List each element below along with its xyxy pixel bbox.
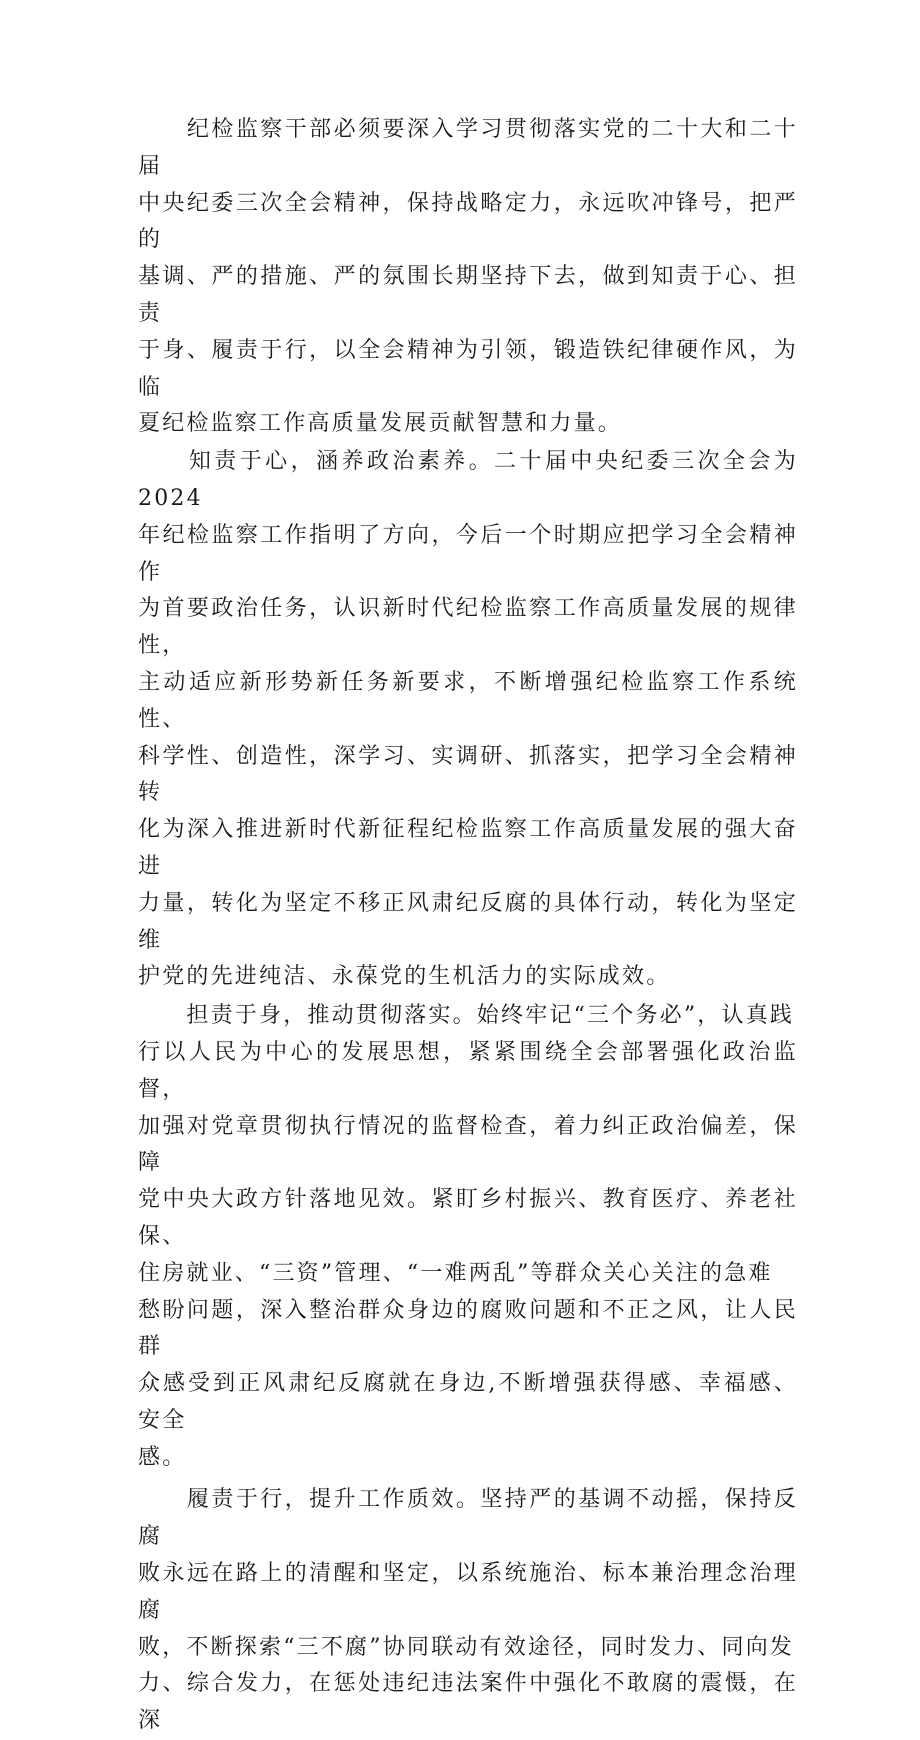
document-body (138, 112, 798, 1740)
text-line: 感。 (138, 1444, 187, 1470)
text-line: 护党的先进纯洁、永葆党的生机活力的实际成效。 (138, 964, 671, 990)
text-line: 败，不断探索“三不腐”协同联动有效途径，同时发力、同向发 (138, 1634, 795, 1660)
paragraph-dan-ze-yu-shen (138, 998, 798, 1476)
text-line: 力量，转化为坚定不移正风肃纪反腐的具体行动，转化为坚定维 (138, 890, 798, 953)
text-line: 愁盼问题，深入整治群众身边的腐败问题和不正之风，让人民群 (138, 1297, 798, 1360)
text-line: 中央纪委三次全会精神，保持战略定力，永远吹冲锋号，把严的 (138, 190, 798, 253)
text-line: 为首要政治任务，认识新时代纪检监察工作高质量发展的规律性， (138, 596, 798, 659)
text-line: 众感受到正风肃纪反腐就在身边,不断增强获得感、幸福感、安全 (138, 1371, 798, 1433)
text-line: 基调、严的措施、严的氛围长期坚持下去，做到知责于心、担责 (138, 264, 798, 326)
text-line: 夏纪检监察工作高质量发展贡献智慧和力量。 (138, 411, 623, 437)
text-line: 纪检监察干部必须要深入学习贯彻落实党的二十大和二十届 (138, 117, 798, 179)
paragraph-intro (138, 112, 798, 443)
text-line: 履责于行，提升工作质效。坚持严的基调不动摇，保持反腐 (138, 1487, 798, 1550)
text-line: 行以人民为中心的发展思想，紧紧围绕全会部署强化政治监督， (138, 1039, 798, 1102)
text-line: 党中央大政方针落地见效。紧盯乡村振兴、教育医疗、养老社保、 (138, 1187, 798, 1249)
text-line: 于身、履责于行，以全会精神为引领，锻造铁纪律硬作风，为临 (138, 337, 798, 400)
text-line: 知责于心，涵养政治素养。二十届中央纪委三次全会为2024 (138, 449, 798, 511)
text-line: 担责于身，推动贯彻落实。始终牢记“三个务必”，认真践 (138, 1003, 795, 1029)
text-line: 败永远在路上的清醒和坚定，以系统施治、标本兼治理念治理腐 (138, 1561, 798, 1623)
paragraph-lv-ze-yu-xing (138, 1482, 798, 1740)
paragraph-zhi-ze-yu-xin (138, 444, 798, 996)
text-line: 加强对党章贯彻执行情况的监督检查，着力纠正政治偏差，保障 (138, 1113, 798, 1176)
text-line: 科学性、创造性，深学习、实调研、抓落实，把学习全会精神转 (138, 743, 798, 806)
text-line: 化为深入推进新时代新征程纪检监察工作高质量发展的强大奋进 (138, 817, 798, 879)
text-line: 住房就业、“三资”管理、“一难两乱”等群众关心关注的急难 (138, 1260, 773, 1286)
text-line: 力、综合发力，在惩处违纪违法案件中强化不敢腐的震慑，在深 (138, 1671, 798, 1734)
text-line: 年纪检监察工作指明了方向，今后一个时期应把学习全会精神作 (138, 522, 798, 585)
text-line: 主动适应新形势新任务新要求，不断增强纪检监察工作系统性、 (138, 669, 798, 732)
